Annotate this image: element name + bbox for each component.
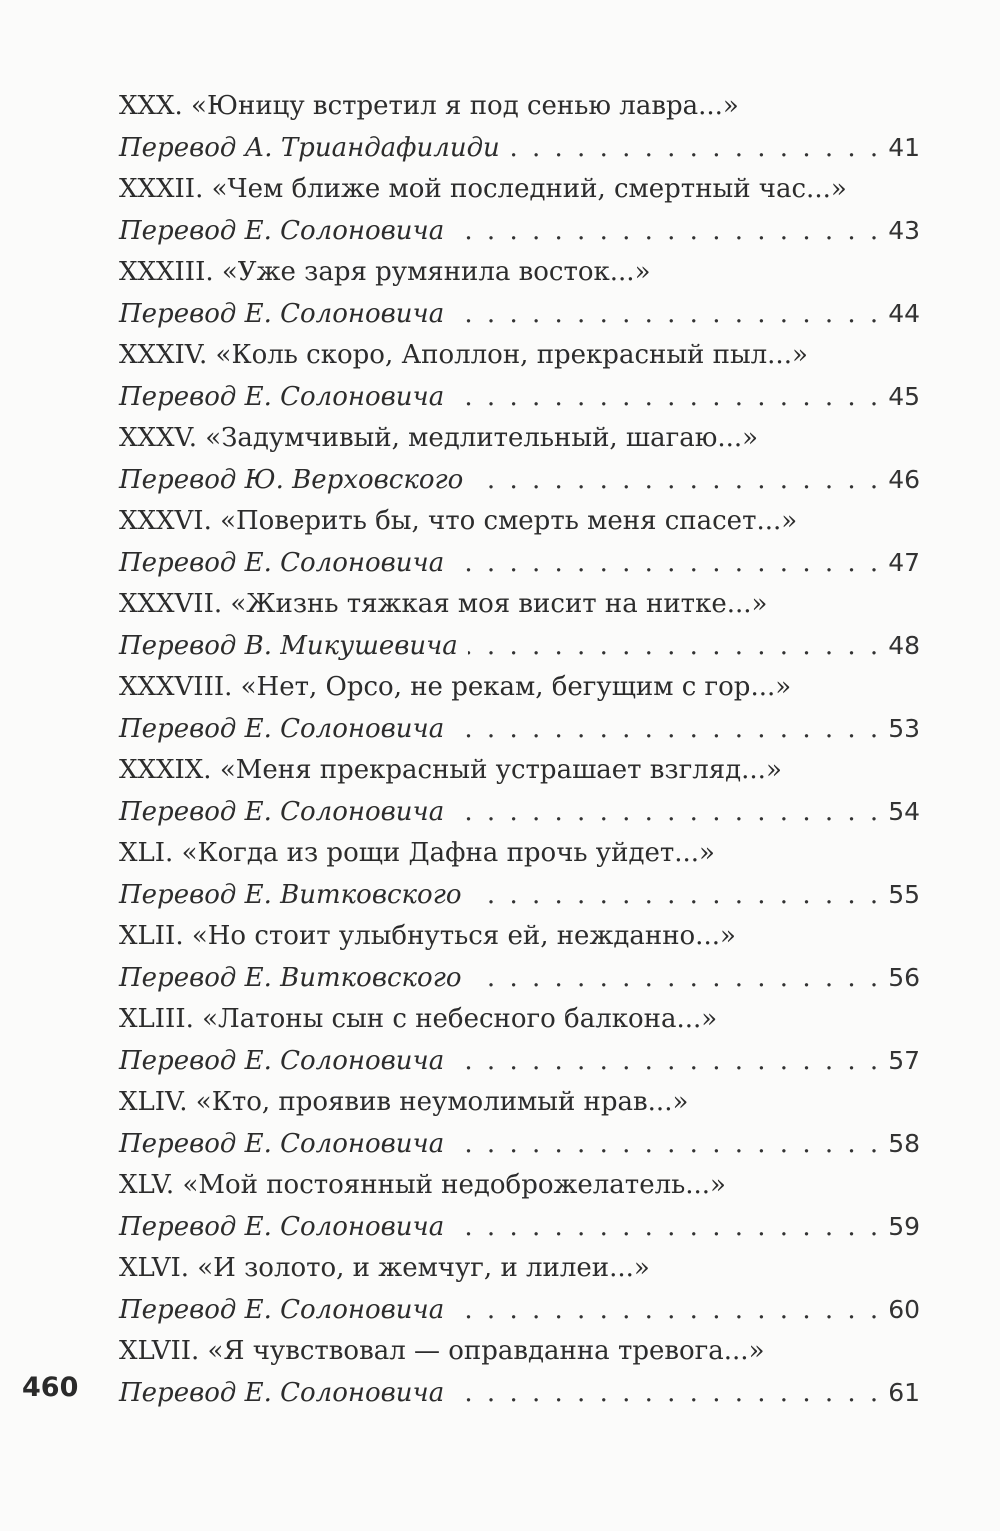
dot-leader — [454, 1040, 878, 1082]
toc-entry — [119, 1165, 920, 1248]
entry-title: XXXVI. «Поверить бы, что смерть меня спасет...» — [119, 506, 798, 536]
toc-entry — [119, 916, 920, 999]
translator-line — [119, 1206, 920, 1248]
entry-title: XXX. «Юницу встретил я под сенью лавра...» — [119, 91, 739, 121]
dot-leader — [473, 459, 878, 501]
translator-line — [119, 1372, 920, 1414]
translator-line — [119, 376, 920, 418]
entry-page-number: 54 — [888, 797, 920, 826]
toc-entry — [119, 1248, 920, 1331]
dot-leader — [454, 293, 878, 335]
entry-translator: Перевод Е. Солоновича — [119, 299, 445, 329]
toc-entry — [119, 169, 920, 252]
entry-page-number: 58 — [888, 1129, 920, 1158]
page-folio-number: 460 — [22, 1372, 79, 1403]
translator-line — [119, 542, 920, 584]
translator-line — [119, 127, 920, 169]
entry-title: XXXVII. «Жизнь тяжкая моя висит на нитке...» — [119, 589, 768, 619]
entry-title: XLI. «Когда из рощи Дафна прочь уйдет...» — [119, 838, 715, 868]
entry-translator: Перевод Е. Солоновича — [119, 1129, 445, 1159]
dot-leader — [454, 1123, 878, 1165]
toc-entry — [119, 750, 920, 833]
translator-line — [119, 1123, 920, 1165]
entry-page-number: 41 — [888, 133, 920, 162]
entry-page-number: 56 — [888, 963, 920, 992]
entry-title: XLVII. «Я чувствовал — оправданна тревога...» — [119, 1336, 765, 1366]
entry-translator: Перевод Е. Солоновича — [119, 1295, 445, 1325]
dot-leader — [471, 874, 878, 916]
translator-line — [119, 1040, 920, 1082]
translator-line — [119, 210, 920, 252]
entry-translator: Перевод Е. Солоновича — [119, 382, 445, 412]
entry-title: XLV. «Мой постоянный недоброжелатель...» — [119, 1170, 726, 1200]
entry-translator: Перевод Е. Солоновича — [119, 548, 445, 578]
dot-leader — [454, 542, 878, 584]
entry-page-number: 59 — [888, 1212, 920, 1241]
entry-page-number: 46 — [888, 465, 920, 494]
entry-translator: Перевод В. Микушевича — [119, 631, 458, 661]
toc-entry — [119, 667, 920, 750]
toc-entry — [119, 501, 920, 584]
entry-page-number: 43 — [888, 216, 920, 245]
toc-entry — [119, 86, 920, 169]
entry-translator: Перевод Е. Солоновича — [119, 797, 445, 827]
entry-translator: Перевод Ю. Верховского — [119, 465, 464, 495]
entry-title: XXXV. «Задумчивый, медлительный, шагаю...» — [119, 423, 759, 453]
entry-title: XXXIV. «Коль скоро, Аполлон, прекрасный пыл...» — [119, 340, 808, 370]
toc-entry — [119, 252, 920, 335]
entry-title: XXXVIII. «Нет, Орсо, не рекам, бегущим с гор...» — [119, 672, 792, 702]
entry-translator: Перевод А. Триандафилиди — [119, 133, 500, 163]
entry-title: XLVI. «И золото, и жемчуг, и лилеи...» — [119, 1253, 650, 1283]
entry-title: XXXII. «Чем ближе мой последний, смертный час...» — [119, 174, 847, 204]
entry-page-number: 57 — [888, 1046, 920, 1075]
entry-page-number: 53 — [888, 714, 920, 743]
translator-line — [119, 625, 920, 667]
toc-entry — [119, 1082, 920, 1165]
toc-entry — [119, 418, 920, 501]
entry-translator: Перевод Е. Витковского — [119, 963, 462, 993]
entry-page-number: 45 — [888, 382, 920, 411]
toc-entry — [119, 1331, 920, 1414]
dot-leader — [468, 625, 878, 667]
dot-leader — [454, 1206, 878, 1248]
entry-page-number: 55 — [888, 880, 920, 909]
dot-leader — [454, 210, 878, 252]
dot-leader — [510, 127, 878, 169]
entry-translator: Перевод Е. Солоновича — [119, 1212, 445, 1242]
entry-translator: Перевод Е. Солоновича — [119, 1046, 445, 1076]
entry-title: XLIII. «Латоны сын с небесного балкона...» — [119, 1004, 718, 1034]
entry-translator: Перевод Е. Солоновича — [119, 714, 445, 744]
translator-line — [119, 791, 920, 833]
translator-line — [119, 293, 920, 335]
dot-leader — [471, 957, 878, 999]
toc-entry — [119, 833, 920, 916]
entry-translator: Перевод Е. Витковского — [119, 880, 462, 910]
toc-entry — [119, 999, 920, 1082]
dot-leader — [454, 708, 878, 750]
entry-title: XXXIII. «Уже заря румянила восток...» — [119, 257, 651, 287]
entry-title: XLII. «Но стоит улыбнуться ей, нежданно...» — [119, 921, 736, 951]
entry-page-number: 60 — [888, 1295, 920, 1324]
dot-leader — [454, 791, 878, 833]
translator-line — [119, 708, 920, 750]
translator-line — [119, 459, 920, 501]
entry-page-number: 47 — [888, 548, 920, 577]
toc-entry — [119, 335, 920, 418]
entry-page-number: 44 — [888, 299, 920, 328]
entry-page-number: 48 — [888, 631, 920, 660]
dot-leader — [454, 1289, 878, 1331]
entry-page-number: 61 — [888, 1378, 920, 1407]
dot-leader — [454, 376, 878, 418]
dot-leader — [454, 1372, 878, 1414]
entry-title: XXXIX. «Меня прекрасный устрашает взгляд...» — [119, 755, 782, 785]
table-of-contents — [119, 86, 920, 1414]
entry-translator: Перевод Е. Солоновича — [119, 1378, 445, 1408]
translator-line — [119, 1289, 920, 1331]
translator-line — [119, 957, 920, 999]
entry-translator: Перевод Е. Солоновича — [119, 216, 445, 246]
entry-title: XLIV. «Кто, проявив неумолимый нрав...» — [119, 1087, 689, 1117]
translator-line — [119, 874, 920, 916]
toc-entry — [119, 584, 920, 667]
